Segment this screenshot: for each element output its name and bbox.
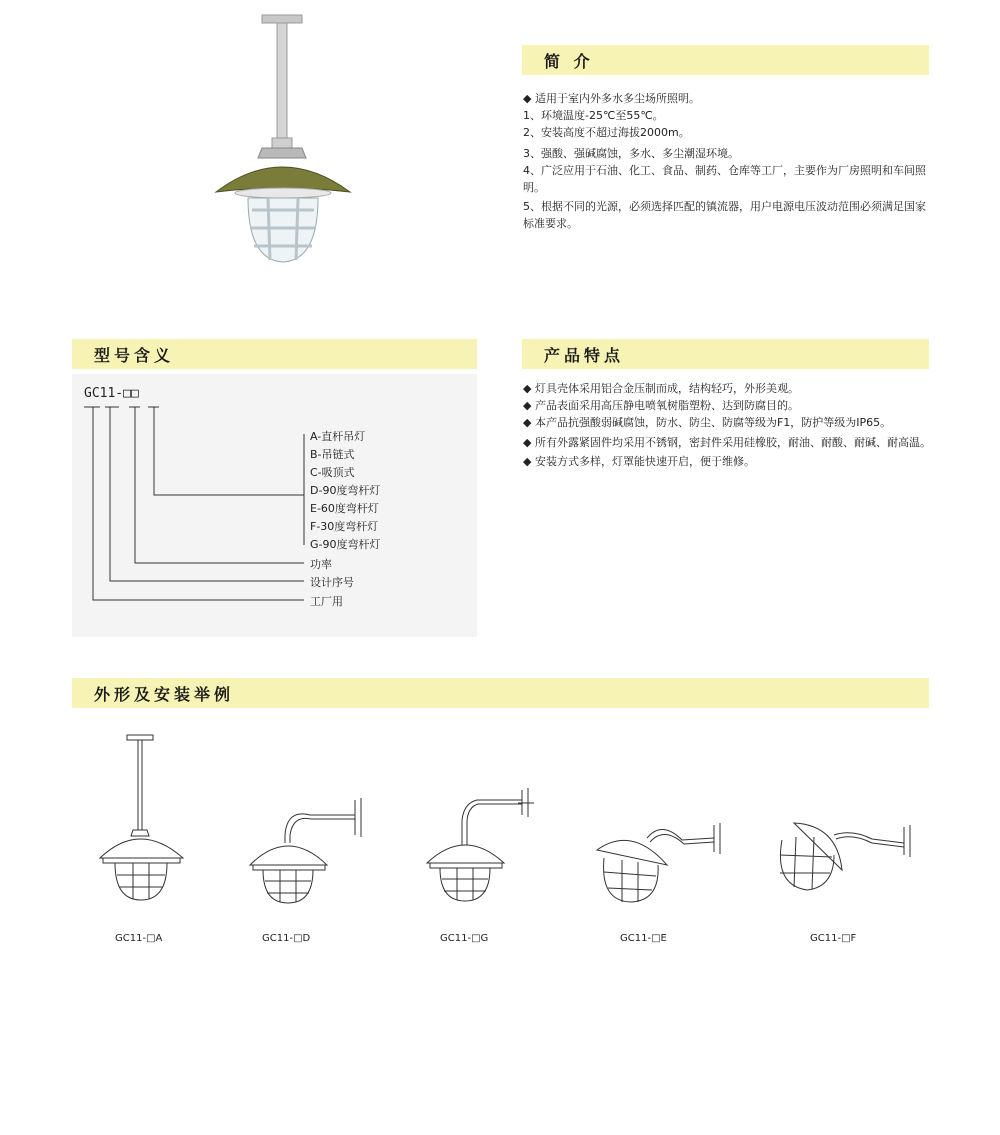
model-label: 功率 [310, 558, 332, 571]
intro-line: 3、强酸、强碱腐蚀，多水、多尘潮湿环境。 [523, 147, 739, 160]
intro-line: 5、根据不同的光源，必须选择匹配的镇流器，用户电源电压波动范围必须满足国家标准要求。 [523, 200, 926, 230]
feature-item: ◆ 本产品抗强酸弱碱腐蚀，防水、防尘、防腐等级为F1，防护等级为IP65。 [523, 416, 892, 429]
model-label: F-30度弯杆灯 [310, 520, 379, 533]
lamp-drawing-f [772, 815, 922, 915]
model-label: G-90度弯杆灯 [310, 538, 381, 551]
features-title: 产品特点 [544, 346, 625, 365]
intro-line: 2、安装高度不超过海拔2000m。 [523, 126, 690, 139]
model-label: 工厂用 [310, 595, 343, 608]
install-header [72, 678, 929, 708]
model-diagram-lines [72, 374, 477, 637]
intro-title: 简 介 [544, 52, 594, 71]
intro-line: 1、环境温度-25℃至55℃。 [523, 109, 664, 122]
intro-header [522, 45, 929, 75]
caption-e: GC11-□E [620, 933, 667, 944]
install-title: 外形及安装举例 [94, 685, 235, 704]
model-panel [72, 374, 477, 637]
feature-item: ◆ 产品表面采用高压静电喷氧树脂塑粉、达到防腐目的。 [523, 399, 799, 412]
feature-item: ◆ 所有外露紧固件均采用不锈钢，密封件采用硅橡胶，耐油、耐酸、耐碱、耐高温。 [523, 436, 931, 449]
model-label: D-90度弯杆灯 [310, 484, 381, 497]
lamp-drawing-g [422, 785, 552, 915]
features-header [522, 339, 929, 369]
model-title: 型号含义 [94, 346, 175, 365]
lamp-drawing-e [592, 820, 732, 920]
lamp-drawing-a [95, 730, 195, 910]
feature-item: ◆ 灯具壳体采用铝合金压制而成，结构轻巧，外形美观。 [523, 382, 799, 395]
intro-line: ◆ 适用于室内外多水多尘场所照明。 [523, 92, 700, 105]
model-label: C-吸顶式 [310, 466, 355, 479]
intro-line: 4、广泛应用于石油、化工、食品、制药、仓库等工厂，主要作为厂房照明和车间照明。 [523, 164, 926, 194]
model-label: B-吊链式 [310, 448, 355, 461]
features-text [523, 380, 931, 470]
model-label: E-60度弯杆灯 [310, 502, 379, 515]
model-label: A-直杆吊灯 [310, 430, 366, 443]
lamp-drawing-d [245, 795, 375, 915]
caption-f: GC11-□F [810, 933, 857, 944]
product-photo [210, 10, 360, 280]
caption-d: GC11-□D [262, 933, 311, 944]
model-label: 设计序号 [310, 576, 354, 589]
feature-item: ◆ 安装方式多样，灯罩能快速开启，便于维修。 [523, 455, 755, 468]
model-header [72, 339, 477, 369]
model-code: GC11-□□ [84, 386, 139, 401]
caption-a: GC11-□A [115, 933, 163, 944]
intro-text [523, 90, 933, 232]
caption-g: GC11-□G [440, 933, 489, 944]
